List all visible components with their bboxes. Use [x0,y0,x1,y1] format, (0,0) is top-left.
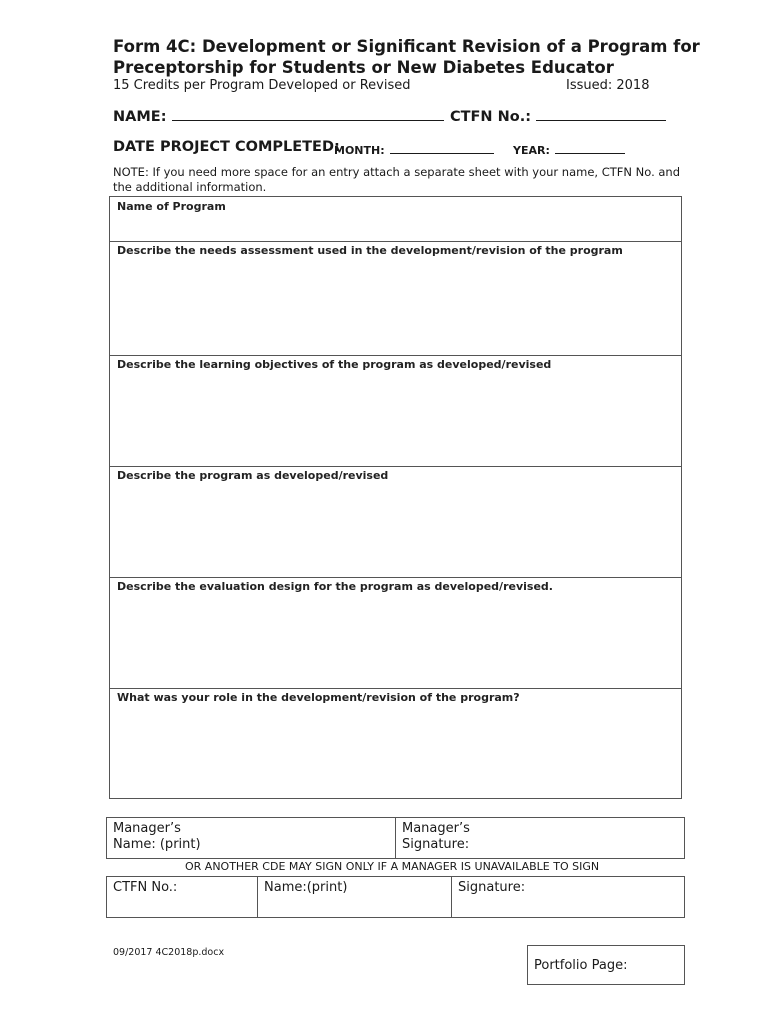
date-row [113,136,340,155]
note-prefix: NOTE [113,165,145,179]
month-row [334,139,494,158]
month-field[interactable] [390,140,494,154]
section-label: Name of Program [117,200,226,213]
section-label: Describe the needs assessment used in the development/revision of the program [117,244,623,257]
section-evaluation-design[interactable] [109,577,682,689]
portfolio-page-label: Portfolio Page: [534,958,628,973]
year-row [513,139,625,158]
section-role[interactable] [109,688,682,799]
cde-sign-note: OR ANOTHER CDE MAY SIGN ONLY IF A MANAGER IS UNAVAILABLE TO SIGN [185,860,600,873]
year-field[interactable] [555,140,625,154]
section-label: Describe the program as developed/revised [117,469,389,482]
cde-signature-table [106,876,685,918]
manager-signature-cell[interactable] [396,818,685,859]
name-field[interactable] [172,107,444,121]
section-name-of-program[interactable] [109,196,682,242]
name-label: NAME: [113,109,167,125]
form-title-line-1: Form 4C: Development or Significant Revision of a Program for [113,37,700,56]
credits-subtitle: 15 Credits per Program Developed or Revised [113,78,411,93]
ctfn-field[interactable] [536,107,666,121]
issued-date: Issued: 2018 [566,78,650,93]
cde-signature-label: Signature: [458,880,526,895]
portfolio-page-box[interactable] [527,945,685,985]
section-needs-assessment[interactable] [109,241,682,356]
cde-ctfn-cell[interactable] [107,877,258,918]
cde-name-cell[interactable] [258,877,452,918]
manager-name-label-2: Name: (print) [113,837,201,852]
month-label: MONTH: [334,144,385,157]
date-completed-label: DATE PROJECT COMPLETED: [113,139,340,155]
section-program-description[interactable] [109,466,682,578]
ctfn-label: CTFN No.: [450,109,532,125]
form-title-line-2: Preceptorship for Students or New Diabetes Educator [113,58,614,77]
cde-ctfn-label: CTFN No.: [113,880,178,895]
name-row [113,106,444,125]
cde-name-label: Name:(print) [264,880,348,895]
manager-signature-table [106,817,685,859]
cde-signature-cell[interactable] [452,877,685,918]
year-label: YEAR: [513,144,550,157]
section-label: Describe the learning objectives of the program as developed/revised [117,358,552,371]
section-label: Describe the evaluation design for the program as developed/revised. [117,580,553,593]
note-body: : If you need more space for an entry attach a separate sheet with your name, CTFN No. and the additional information. [113,165,681,194]
note-text [113,165,683,195]
section-label: What was your role in the development/revision of the program? [117,691,520,704]
manager-name-label-1: Manager’s [113,821,181,836]
manager-name-cell[interactable] [107,818,396,859]
form-title [113,36,700,78]
manager-signature-label-1: Manager’s [402,821,470,836]
section-learning-objectives[interactable] [109,355,682,467]
ctfn-row [450,106,666,125]
document-id: 09/2017 4C2018p.docx [113,947,225,958]
manager-signature-label-2: Signature: [402,837,470,852]
